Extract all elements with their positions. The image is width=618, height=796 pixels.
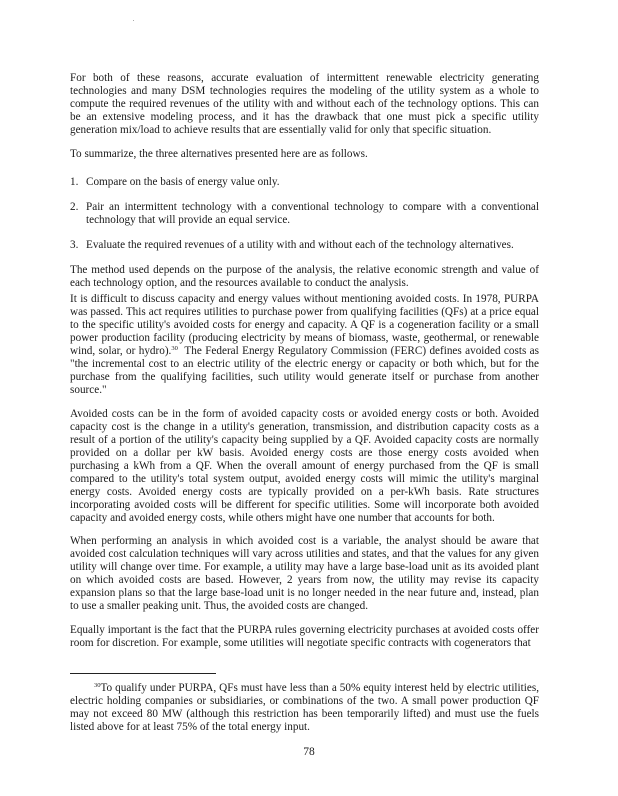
page-number: 78 <box>303 746 315 758</box>
footnote-text: To qualify under PURPA, QFs must have less than a 50% equity interest held by electric utilities, electric holding companies or subsidiaries, or combinations of the two. A small power production QF may not exceed 80 MW (although this restriction has been temporarily lifted) and must use the fuels listed above for at least 75% of the total energy input. <box>70 682 539 733</box>
list-number: 1. <box>70 176 79 188</box>
list-text: Pair an intermittent technology with a conventional technology to compare with a conventional technology that will provide an equal service. <box>86 201 539 226</box>
list-number: 2. <box>70 201 79 213</box>
footnote-marker: 30 <box>94 682 101 689</box>
paragraph-reasons: For both of these reasons, accurate evaluation of intermittent renewable electricity generating technologies and many DSM technologies requires the modeling of the utility system as a whole to compute the required revenues of the utility with and without each of the technology options. This can be an extensive modeling process, and it has the drawback that one must pick a specific utility generation mix/load to achieve results that are essentially valid for only that specific situation. <box>70 72 539 136</box>
paragraph-avoided-costs-intro: It is difficult to discuss capacity and energy values without mentioning avoided costs. In 1978, PURPA was passed. This act requires utilities to purchase power from qualifying facilities (QFs) at a price equal to the specific utility's avoided costs for energy and capacity. A QF is a cogeneration facility or a small power production facility (producing electricity by means of biomass, waste, geothermal, or renewable wind, solar, or hydro).$^{30}$ The Federal Energy Regulatory Commission (FERC) defines avoided costs as "the incremental cost to an electric utility of the electric energy or capacity or both which, but for the purchase from the qualifying facilities, such utility would generate itself or purchase from another source." <box>70 293 539 396</box>
list-text: Evaluate the required revenues of a utility with and without each of the technology alternatives. <box>86 239 514 251</box>
paragraph-method: The method used depends on the purpose of the analysis, the relative economic strength and value of each technology option, and the resources available to conduct the analysis. <box>70 264 539 289</box>
list-number: 3. <box>70 239 79 251</box>
paragraph-avoided-costs-forms: Avoided costs can be in the form of avoided capacity costs or avoided energy costs or both. Avoided capacity cost is the change in a utility's generation, transmission, and distribution capacity costs as a result of a portion of the utility's capacity being supplied by a QF. Avoided capacity costs are normally provided on a dollar per kW basis. Avoided energy costs are those energy costs avoided when purchasing a kWh from a QF. When the overall amount of energy purchased from the QF is small compared to the utility's total system output, avoided energy costs will mimic the utility's marginal energy costs. Avoided energy costs are typically provided on a per-kWh basis. Rate structures incorporating avoided costs will be different for specific utilities. Some will incorporate both avoided capacity and avoided energy costs, while others might have one number that accounts for both. <box>70 408 539 524</box>
footnote <box>70 682 539 734</box>
paragraph-equally-important: Equally important is the fact that the PURPA rules governing electricity purchases at avoided costs offer room for discretion. For example, some utilities will negotiate specific contracts with cogenerators that <box>70 624 539 649</box>
list-item-2 <box>70 201 539 227</box>
list-text: Compare on the basis of energy value only. <box>86 176 280 188</box>
footnote-reference: 30 <box>171 345 178 352</box>
list-item-1 <box>70 176 539 189</box>
footnote-divider <box>70 673 216 674</box>
scan-speck <box>133 20 134 21</box>
paragraph-summarize: To summarize, the three alternatives presented here are as follows. <box>70 148 368 160</box>
list-item-3 <box>70 239 539 252</box>
paragraph-performing-analysis: When performing an analysis in which avoided cost is a variable, the analyst should be aware that avoided cost calculation techniques will vary across utilities and states, and that the values for any given utility will change over time. For example, a utility may have a large base-load unit as its avoided plant on which avoided costs are based. However, 2 years from now, the utility may revise its capacity expansion plans so that the large base-load unit is no longer needed in the near future and, instead, plan to use a smaller peaking unit. Thus, the avoided costs are changed. <box>70 535 539 612</box>
